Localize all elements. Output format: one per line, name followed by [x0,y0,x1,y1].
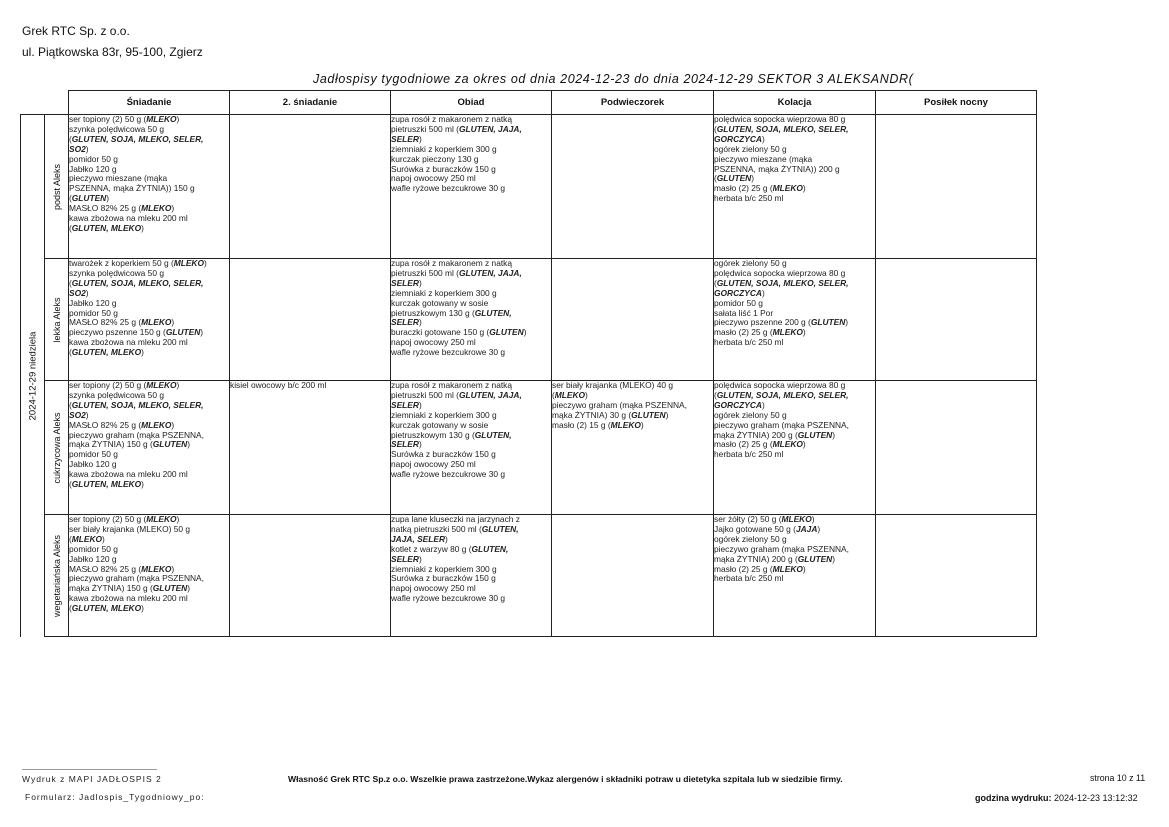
allergen-text: GORCZYCA [714,133,762,144]
meal-item-text: szynka polędwicowa 50 g [69,123,164,134]
meal-item-text: ziemniaki z koperkiem 300 g [391,143,497,154]
allergen-text: SO2 [69,409,86,420]
allergen-text: JAJA, SELER [391,533,445,544]
meal-item-closing: ) [200,327,204,338]
meal-cell-snack [552,515,714,637]
meal-cell-dinner [714,115,876,259]
menu-row [21,259,1037,381]
meal-item-closing: ) [802,183,806,194]
meal-item-text: ser topiony (2) 50 g ( [69,514,147,524]
meal-item-closing: ) [585,389,588,400]
meal-cell-breakfast [69,515,230,637]
meal-item-text: ziemniaki z koperkiem 300 g [391,287,497,298]
allergen-text: MLEKO [146,380,177,390]
allergen-text: GLUTEN [165,327,201,338]
allergen-text: SO2 [69,287,86,298]
meal-cell-night-meal [876,115,1037,259]
allergen-text: GLUTEN, MLEKO [71,479,142,490]
allergen-text: GLUTEN [152,583,188,594]
table-header-row [21,91,1037,115]
allergen-text: GLUTEN, MLEKO [71,347,142,358]
diet-label: lekka Aleks [51,296,62,343]
meal-item-text: herbata b/c 250 ml [714,193,784,204]
meal-item-text: zupa rosół z makaronem z natką [391,380,513,390]
meal-item-text: natką pietruszki 500 ml ( [391,523,482,534]
column-header-second-breakfast: 2. śniadanie [230,91,391,115]
footer-printed-from: Wydruk z MAPI JADŁOSPIS 2 [22,774,162,784]
allergen-text: SELER [391,317,419,328]
allergen-text: JAJA [795,523,818,534]
meal-item-text: pomidor 50 g [69,307,118,318]
weekly-menu-table [20,90,1037,637]
meal-item-text: MASŁO 82% 25 g ( [69,419,142,430]
meal-item-closing: ) [418,277,422,288]
meal-item [714,574,875,584]
meal-item-closing: ) [203,258,207,268]
allergen-text: SELER [391,399,419,410]
date-label: 2024-12-29 niedziela [27,331,38,421]
meal-item-text: ( [552,389,555,400]
header-spacer [45,91,69,115]
allergen-text: GLUTEN [716,173,752,184]
footer-form-name: Formularz: Jadlospis_Tygodniowy_po: [25,792,205,802]
meal-item-text: masło (2) 25 g ( [714,327,773,338]
meal-item-text: MASŁO 82% 25 g ( [69,563,142,574]
meal-item-text: Jajko gotowane 50 g ( [714,523,796,534]
meal-item-text: zupa rosół z makaronem z natką [391,114,513,124]
meal-item [391,594,551,604]
meal-cell-second-breakfast [230,515,391,637]
meal-item-text: pomidor 50 g [69,449,118,460]
allergen-text: MLEKO [71,533,103,544]
meal-item-text: masło (2) 25 g ( [714,183,773,194]
diet-label-cell [45,381,69,515]
allergen-text: SO2 [69,143,86,154]
meal-cell-dinner [714,515,876,637]
meal-item-text: ( [69,399,72,410]
allergen-text: GLUTEN [152,439,188,450]
meal-item-closing: ) [445,533,448,544]
allergen-text: MLEKO [554,389,586,400]
meal-item-text: ziemniaki z koperkiem 300 g [391,409,497,420]
meal-item-text: buraczki gotowane 150 g ( [391,327,490,338]
meal-item-text: pietruszkowym 130 g ( [391,307,475,318]
menu-body [21,115,1037,637]
meal-cell-lunch [391,515,552,637]
meal-item-text: herbata b/c 250 ml [714,573,784,584]
meal-cell-dinner [714,381,876,515]
meal-item-text: ( [714,389,717,400]
meal-item-closing: ) [171,317,175,328]
meal-item-closing: ) [141,222,144,233]
meal-item-text: ( [69,533,72,544]
meal-item-closing: ) [418,399,422,410]
meal-item-text: masło (2) 25 g ( [714,563,773,574]
allergen-text: GLUTEN, MLEKO [71,222,142,233]
meal-item-text: sałata liść 1 Por [714,307,774,318]
meal-item-text: ogórek zielony 50 g [714,409,787,420]
print-timestamp [975,793,1138,803]
allergen-text: SELER [391,277,419,288]
meal-item-text: szynka polędwicowa 50 g [69,267,164,278]
meal-cell-snack [552,381,714,515]
meal-cell-second-breakfast [230,381,391,515]
meal-item-closing: ) [176,114,180,124]
company-name: Grek RTC Sp. z o.o. [22,24,130,38]
meal-item-text: ogórek zielony 50 g [714,143,787,154]
meal-item-closing: ) [418,133,422,144]
allergen-text: GLUTEN, JAJA, [458,123,522,134]
meal-item-closing: ) [811,514,815,524]
meal-item-text: pieczywo graham (mąka PSZENNA, [714,543,849,554]
meal-cell-breakfast [69,381,230,515]
column-header-night-meal: Posiłek nocny [876,91,1037,115]
meal-item-text: ( [69,347,72,358]
meal-item-closing: ) [85,409,89,420]
meal-item-text: mąka ŻYTNIA) 200 g ( [714,429,798,440]
meal-item [391,470,551,480]
allergen-text: GLUTEN, [474,307,512,318]
meal-item-text: masło (2) 15 g ( [552,419,611,430]
meal-item-text: polędwica sopocka wieprzowa 80 g [714,114,846,124]
meal-item-closing: ) [802,439,806,450]
meal-item-text: ( [69,133,72,144]
allergen-text: MLEKO [610,419,641,430]
meal-item-closing: ) [418,439,422,450]
meal-item-text: ser topiony (2) 50 g ( [69,380,147,390]
footer-ownership-note: Własność Grek RTC Sp.z o.o. Wszelkie prawa zastrzeżone.Wykaz alergenów i składniki potraw u dietetyka szpitala lub w siedzibie firmy. [288,774,843,784]
meal-item-closing: ) [832,429,836,440]
allergen-text: GLUTEN [797,429,833,440]
meal-item-closing: ) [102,533,105,544]
meal-cell-second-breakfast [230,115,391,259]
meal-item-closing: ) [85,287,89,298]
diet-label-cell [45,515,69,637]
allergen-text: MLEKO [146,114,177,124]
page-number: strona 10 z 11 [1090,773,1146,783]
meal-item-closing: ) [106,193,110,204]
meal-item-text: ziemniaki z koperkiem 300 g [391,563,497,574]
meal-item-text: pieczywo mieszane (mąka [69,173,168,184]
meal-cell-second-breakfast [230,259,391,381]
header-spacer [21,91,45,115]
allergen-text: GLUTEN, SOJA, MLEKO, SELER, [716,123,849,134]
meal-item-text: polędwica sopocka wieprzowa 80 g [714,267,846,278]
allergen-text: GORCZYCA [714,399,762,410]
meal-item-text: mąka ŻYTNIA) 150 g ( [69,583,153,594]
diet-label: podst Aleks [51,163,62,210]
meal-item-text: ( [69,193,72,204]
meal-item-text: pieczywo graham (mąka PSZENNA, [69,573,204,584]
meal-item-text: Surówka z buraczków 150 g [391,573,496,584]
meal-item-closing: ) [141,479,144,490]
meal-item-text: pieczywo mieszane (mąka [714,153,813,164]
document-title: Jadłospisy tygodniowe za okres od dnia 2024-12-23 do dnia 2024-12-29 SEKTOR 3 ALEKSANDR( [313,72,914,86]
allergen-text: GLUTEN, JAJA, [458,267,522,278]
allergen-text: SELER [391,439,419,450]
meal-item-text: pietruszki 500 ml ( [391,123,459,134]
allergen-text: GLUTEN [71,193,107,204]
meal-item-text: kurczak gotowany w sosie [391,419,489,430]
meal-item-text: kotlet z warzyw 80 g ( [391,543,472,554]
diet-label: wegetariańska Aleks [51,534,62,617]
column-header-breakfast: Śniadanie [69,91,230,115]
meal-item-text: kurczak gotowany w sosie [391,297,489,308]
allergen-text: MLEKO [772,327,803,338]
allergen-text: MLEKO [173,258,204,268]
meal-item-text: zupa rosół z makaronem z natką [391,258,513,268]
meal-item-closing: ) [187,583,191,594]
meal-cell-dinner [714,259,876,381]
meal-item [69,401,229,411]
meal-item-text: herbata b/c 250 ml [714,449,784,460]
meal-item-closing: ) [85,143,89,154]
meal-item-closing: ) [176,514,180,524]
meal-item-text: ( [69,603,72,614]
menu-row [21,115,1037,259]
footer-divider [22,769,157,770]
allergen-text: MLEKO [141,563,172,574]
meal-item-closing: ) [640,419,644,430]
allergen-text: MLEKO [781,514,812,524]
menu-row [21,515,1037,637]
company-address: ul. Piątkowska 83r, 95-100, Zgierz [22,45,203,59]
meal-item-text: pieczywo pszenne 200 g ( [714,317,811,328]
meal-item-text: ser biały krajanka (MLEKO) 40 g [552,380,674,390]
allergen-text: GLUTEN, SOJA, MLEKO, SELER, [716,277,849,288]
meal-item-text: ser biały krajanka (MLEKO) 50 g [69,523,191,534]
meal-item-text: Jabłko 120 g [69,163,117,174]
meal-item-closing: ) [817,523,821,534]
meal-item-text: PSZENNA, mąka ŻYTNIA)) 200 g [714,163,840,174]
meal-item-text: wafle ryżowe bezcukrowe 30 g [391,347,506,358]
allergen-text: SELER [391,553,419,564]
meal-item-text: mąka ŻYTNIA) 30 g ( [552,409,632,420]
meal-item-closing: ) [171,563,175,574]
meal-item [69,480,229,490]
allergen-text: GLUTEN, JAJA, [458,389,522,400]
meal-item-text: ( [69,277,72,288]
menu-row [21,381,1037,515]
meal-item-closing: ) [665,409,669,420]
meal-item-text: kisiel owocowy b/c 200 ml [230,380,327,390]
meal-item-text: napoj owocowy 250 ml [391,583,476,594]
meal-item-text: herbata b/c 250 ml [714,337,784,348]
allergen-text: GLUTEN [810,317,846,328]
meal-item-text: napoj owocowy 250 ml [391,459,476,470]
meal-item-text: napoj owocowy 250 ml [391,173,476,184]
meal-item-text: pietruszki 500 ml ( [391,267,459,278]
meal-cell-lunch [391,259,552,381]
meal-item-text: ( [714,173,717,184]
meal-item-text: pomidor 50 g [714,297,763,308]
meal-item-closing: ) [171,419,175,430]
meal-item-closing: ) [418,317,422,328]
meal-item-text: twarożek z koperkiem 50 g ( [69,258,174,268]
allergen-text: GORCZYCA [714,287,762,298]
meal-item-closing: ) [761,399,765,410]
meal-item-closing: ) [418,553,422,564]
meal-item [552,421,713,431]
meal-item [714,450,875,460]
meal-item-text: ser żółty (2) 50 g ( [714,514,782,524]
column-header-lunch: Obiad [391,91,552,115]
print-time-label: godzina wydruku: [975,793,1052,803]
allergen-text: MLEKO [772,563,803,574]
meal-item-text: mąka ŻYTNIA) 200 g ( [714,553,798,564]
meal-item-closing: ) [141,603,144,614]
allergen-text: GLUTEN, [471,543,509,554]
allergen-text: MLEKO [772,439,803,450]
meal-item-text: ogórek zielony 50 g [714,258,787,268]
meal-item-text: pomidor 50 g [69,543,118,554]
print-time-value: 2024-12-23 13:12:32 [1054,793,1138,803]
meal-item-text: pieczywo graham (mąka PSZENNA, [69,429,204,440]
allergen-text: GLUTEN [797,553,833,564]
allergen-text: GLUTEN, MLEKO [71,603,142,614]
meal-item-text: kurczak pieczony 130 g [391,153,479,164]
meal-item-text: pietruszki 500 ml ( [391,389,459,400]
meal-item-text: pietruszkowym 130 g ( [391,429,475,440]
meal-item-text: napoj owocowy 250 ml [391,337,476,348]
meal-item-text: PSZENNA, mąka ŻYTNIA)) 150 g [69,183,195,194]
meal-item-text: masło (2) 25 g ( [714,439,773,450]
meal-item-text: kawa zbożowa na mleku 200 ml [69,593,188,604]
meal-item-closing: ) [761,133,765,144]
meal-item-text: MASŁO 82% 25 g ( [69,317,142,328]
meal-item [391,348,551,358]
meal-item-closing: ) [845,317,849,328]
meal-item-text: ( [714,123,717,134]
meal-item-text: szynka polędwicowa 50 g [69,389,164,400]
meal-item-text: ogórek zielony 50 g [714,533,787,544]
meal-cell-breakfast [69,259,230,381]
meal-item-text: pieczywo graham (mąka PSZENNA, [552,399,687,410]
meal-item-closing: ) [523,327,527,338]
meal-item-text: Surówka z buraczków 150 g [391,449,496,460]
meal-item-text: Jabłko 120 g [69,297,117,308]
meal-item-text: Jabłko 120 g [69,459,117,470]
diet-label: cukrzycowa Aleks [51,411,62,484]
meal-item-text: ( [69,222,72,233]
meal-item-closing: ) [761,287,765,298]
allergen-text: SELER [391,133,419,144]
meal-item-text: wafle ryżowe bezcukrowe 30 g [391,593,506,604]
meal-item-text: polędwica sopocka wieprzowa 80 g [714,380,846,390]
meal-item-text: pieczywo graham (mąka PSZENNA, [714,419,849,430]
meal-item-closing: ) [171,203,175,214]
meal-item [69,348,229,358]
allergen-text: GLUTEN, [474,429,512,440]
allergen-text: GLUTEN, [481,523,519,534]
meal-item [69,604,229,614]
allergen-text: GLUTEN, SOJA, MLEKO, SELER, [71,277,204,288]
meal-item-closing: ) [187,439,191,450]
meal-cell-lunch [391,381,552,515]
meal-item-closing: ) [141,347,144,358]
allergen-text: MLEKO [141,317,172,328]
allergen-text: MLEKO [141,419,172,430]
allergen-text: MLEKO [141,203,172,214]
meal-item-closing: ) [751,173,755,184]
meal-item-closing: ) [802,327,806,338]
meal-item-text: ( [69,479,72,490]
meal-item-text: zupa lane kluseczki na jarzynach z [391,514,520,524]
meal-item [69,224,229,234]
meal-item [714,194,875,204]
column-header-dinner: Kolacja [714,91,876,115]
allergen-text: MLEKO [772,183,803,194]
meal-item-text: Jabłko 120 g [69,553,117,564]
diet-label-cell [45,115,69,259]
meal-item [391,184,551,194]
meal-item-text: pieczywo pszenne 150 g ( [69,327,166,338]
allergen-text: GLUTEN, SOJA, MLEKO, SELER, [71,399,204,410]
meal-cell-night-meal [876,381,1037,515]
meal-item-text: pomidor 50 g [69,153,118,164]
meal-item-text: wafle ryżowe bezcukrowe 30 g [391,469,506,480]
meal-cell-snack [552,115,714,259]
meal-item-text: wafle ryżowe bezcukrowe 30 g [391,183,506,194]
meal-item-text: ( [714,277,717,288]
allergen-text: MLEKO [146,514,177,524]
date-cell [21,115,45,637]
meal-item-text: ser topiony (2) 50 g ( [69,114,147,124]
meal-item [230,381,390,391]
meal-item-closing: ) [832,553,836,564]
allergen-text: GLUTEN [489,327,524,338]
column-header-snack: Podwieczorek [552,91,714,115]
meal-cell-breakfast [69,115,230,259]
meal-item [69,279,229,289]
allergen-text: GLUTEN, SOJA, MLEKO, SELER, [716,389,849,400]
allergen-text: GLUTEN, SOJA, MLEKO, SELER, [71,133,204,144]
meal-item-text: kawa zbożowa na mleku 200 ml [69,213,188,224]
meal-item-text: MASŁO 82% 25 g ( [69,203,142,214]
meal-item-text: mąka ŻYTNIA) 150 g ( [69,439,153,450]
diet-label-cell [45,259,69,381]
allergen-text: GLUTEN [631,409,666,420]
meal-cell-lunch [391,115,552,259]
meal-item-closing: ) [176,380,180,390]
meal-item-text: kawa zbożowa na mleku 200 ml [69,469,188,480]
meal-item [69,135,229,145]
meal-cell-snack [552,259,714,381]
meal-cell-night-meal [876,515,1037,637]
meal-item-text: Surówka z buraczków 150 g [391,163,496,174]
meal-cell-night-meal [876,259,1037,381]
meal-item-closing: ) [802,563,806,574]
meal-item [714,338,875,348]
meal-item-text: kawa zbożowa na mleku 200 ml [69,337,188,348]
